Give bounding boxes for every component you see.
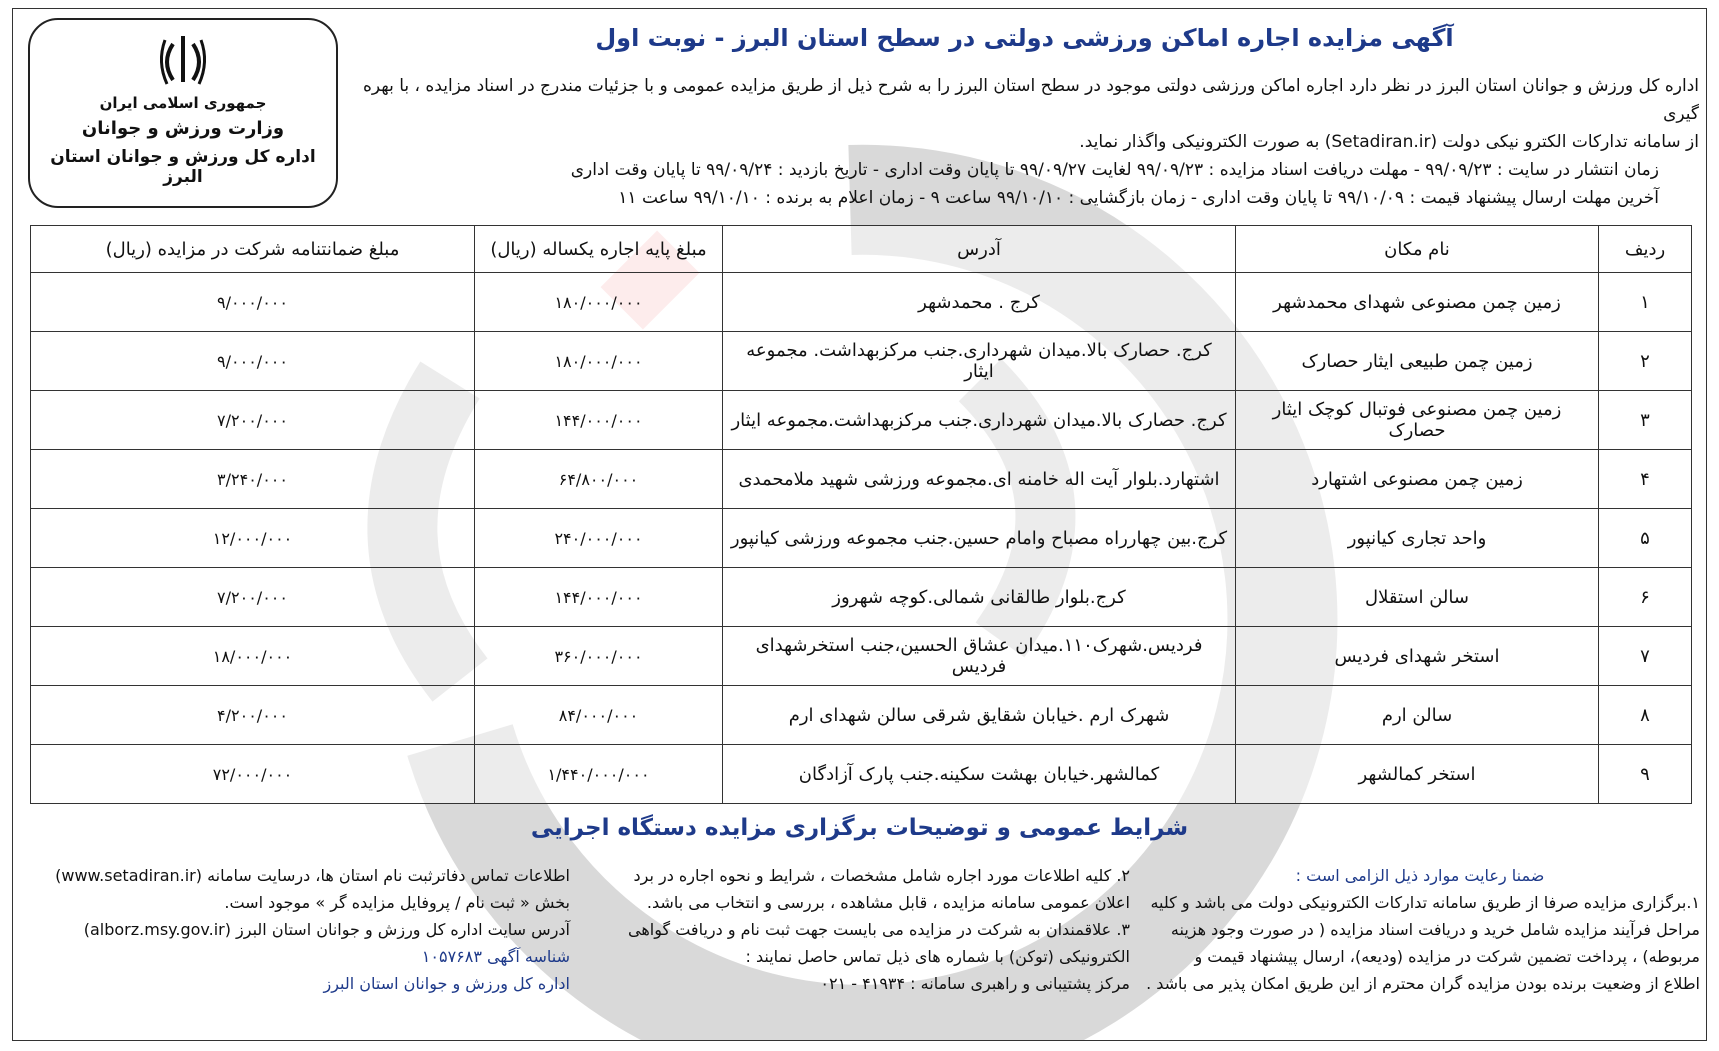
table-row [31, 509, 1692, 568]
address: کرج . محمدشهر [723, 273, 1236, 332]
conditions-column-3 [22, 862, 570, 997]
guarantee: ۹/۰۰۰/۰۰۰ [31, 332, 475, 391]
table-row [31, 273, 1692, 332]
header-guarantee: مبلغ ضمانتنامه شرکت در مزایده (ریال) [31, 226, 475, 273]
condition-line: ۳. علاقمندان به شرکت در مزایده می بایست جهت ثبت نام و دریافت گواهی [628, 920, 1130, 939]
address: کرج.بلوار طالقانی شمالی.کوچه شهروز [723, 568, 1236, 627]
guarantee: ۴/۲۰۰/۰۰۰ [31, 686, 475, 745]
conditions-column-2 [580, 862, 1130, 997]
row-number: ۴ [1599, 450, 1692, 509]
header-address: آدرس [723, 226, 1236, 273]
issuer-signature: اداره کل ورزش و جوانان استان البرز [323, 974, 570, 993]
row-number: ۶ [1599, 568, 1692, 627]
guarantee: ۱۲/۰۰۰/۰۰۰ [31, 509, 475, 568]
row-number: ۸ [1599, 686, 1692, 745]
base-rent: ۱۴۴/۰۰۰/۰۰۰ [475, 568, 723, 627]
condition-line: الکترونیکی (توکن) با شماره های ذیل تماس حاصل نمایند : [745, 947, 1130, 966]
table-row [31, 332, 1692, 391]
conditions-title: شرایط عمومی و توضیحات برگزاری مزایده دستگاه اجرایی [530, 815, 1189, 841]
address: کرج.بین چهارراه مصباح وامام حسین.جنب مجموعه ورزشی کیانپور [723, 509, 1236, 568]
logo-ministry-text: وزارت ورزش و جوانان [81, 118, 285, 139]
guarantee: ۱۸/۰۰۰/۰۰۰ [31, 627, 475, 686]
address: کرج. حصارک بالا.میدان شهرداری.جنب مرکزبهداشت. مجموعه ایثار [723, 332, 1236, 391]
ministry-logo-box [28, 18, 338, 208]
guarantee: ۷/۲۰۰/۰۰۰ [31, 568, 475, 627]
page-title: آگهی مزایده اجاره اماکن ورزشی دولتی در سطح استان البرز - نوبت اول [595, 24, 1454, 52]
logo-republic-text: جمهوری اسلامی ایران [99, 94, 267, 112]
header-base-rent: مبلغ پایه اجاره یکساله (ریال) [475, 226, 723, 273]
intro-text [350, 72, 1699, 212]
guarantee: ۷۲/۰۰۰/۰۰۰ [31, 745, 475, 804]
website-line: آدرس سایت اداره کل ورزش و جوانان استان البرز (alborz.msy.gov.ir) [83, 920, 570, 939]
contact-line: اطلاعات تماس دفاترثبت نام استان ها، درسایت سامانه (www.setadiran.ir) [55, 866, 570, 885]
place-name: استخر شهدای فردیس [1236, 627, 1599, 686]
place-name: سالن استقلال [1236, 568, 1599, 627]
base-rent: ۳۶۰/۰۰۰/۰۰۰ [475, 627, 723, 686]
iran-emblem-icon [155, 32, 211, 88]
place-name: زمین چمن مصنوعی شهدای محمدشهر [1236, 273, 1599, 332]
table-row [31, 568, 1692, 627]
place-name: زمین چمن طبیعی ایثار حصارک [1236, 332, 1599, 391]
address: کرج. حصارک بالا.میدان شهرداری.جنب مرکزبهداشت.مجموعه ایثار [723, 391, 1236, 450]
base-rent: ۶۴/۸۰۰/۰۰۰ [475, 450, 723, 509]
table-row [31, 627, 1692, 686]
guarantee: ۷/۲۰۰/۰۰۰ [31, 391, 475, 450]
place-name: استخر کمالشهر [1236, 745, 1599, 804]
conditions-heading: ضمنا رعایت موارد ذیل الزامی است : [1295, 866, 1545, 885]
row-number: ۹ [1599, 745, 1692, 804]
row-number: ۱ [1599, 273, 1692, 332]
condition-line: مراحل فرآیند مزایده شامل خرید و دریافت اسناد مزایده ( در صورت وجود هزینه [1170, 920, 1700, 939]
guarantee: ۹/۰۰۰/۰۰۰ [31, 273, 475, 332]
address: اشتهارد.بلوار آیت اله خامنه ای.مجموعه ورزشی شهید ملامحمدی [723, 450, 1236, 509]
condition-line: مربوطه) ، پرداخت تضمین شرکت در مزایده (ودیعه)، ارسال پیشنهاد قیمت و [1194, 947, 1700, 966]
base-rent: ۸۴/۰۰۰/۰۰۰ [475, 686, 723, 745]
row-number: ۷ [1599, 627, 1692, 686]
auction-table [30, 225, 1692, 804]
header-place-name: نام مکان [1236, 226, 1599, 273]
condition-line: اطلاع از وضعیت برنده بودن مزایده گران محترم از این طریق امکان پذیر می باشد . [1146, 974, 1700, 993]
guarantee: ۳/۲۴۰/۰۰۰ [31, 450, 475, 509]
conditions-column-1 [1140, 862, 1700, 997]
table-row [31, 745, 1692, 804]
address: فردیس.شهرک۱۱۰.میدان عشاق الحسین،جنب استخرشهدای فردیس [723, 627, 1236, 686]
intro-line: آخرین مهلت ارسال پیشنهاد قیمت : ۹۹/۱۰/۰۹ تا پایان وقت اداری - زمان بازگشایی : ۹۹/۱۰/۱۰ ساعت ۹ - زمان اعلام به برنده : ۹۹/۱۰/۱۰ ساعت ۱۱ [618, 188, 1659, 208]
place-name: زمین چمن مصنوعی فوتبال کوچک ایثار حصارک [1236, 391, 1599, 450]
contact-line: بخش « ثبت نام / پروفایل مزایده گر » موجود است. [224, 893, 570, 912]
ad-id: شناسه آگهی ۱۰۵۷۶۸۳ [421, 947, 570, 966]
place-name: زمین چمن مصنوعی اشتهارد [1236, 450, 1599, 509]
row-number: ۳ [1599, 391, 1692, 450]
place-name: واحد تجاری کیانپور [1236, 509, 1599, 568]
condition-line: ۱.برگزاری مزایده صرفا از طریق سامانه تدارکات الکترونیکی دولت می باشد و کلیه [1150, 893, 1700, 912]
intro-line: اداره کل ورزش و جوانان استان البرز در نظر دارد اجاره اماکن ورزشی دولتی موجود در سطح استان البرز را به شرح ذیل از طریق مزایده عمومی و با جزئیات مندرج در اسناد مزایده ، با بهره گیری [362, 76, 1699, 124]
base-rent: ۱۸۰/۰۰۰/۰۰۰ [475, 332, 723, 391]
base-rent: ۱۸۰/۰۰۰/۰۰۰ [475, 273, 723, 332]
row-number: ۵ [1599, 509, 1692, 568]
base-rent: ۲۴۰/۰۰۰/۰۰۰ [475, 509, 723, 568]
logo-office-text: اداره کل ورزش و جوانان استان البرز [50, 147, 316, 187]
condition-line: اعلان عمومی سامانه مزایده ، قابل مشاهده ، بررسی و انتخاب می باشد. [646, 893, 1130, 912]
intro-line: از سامانه تدارکات الکترو نیکی دولت (Setadiran.ir) به صورت الکترونیکی واگذار نماید. [1079, 132, 1699, 152]
table-row [31, 450, 1692, 509]
condition-line: ۲. کلیه اطلاعات مورد اجاره شامل مشخصات ، شرایط و نحوه اجاره در برد [633, 866, 1130, 885]
base-rent: ۱۴۴/۰۰۰/۰۰۰ [475, 391, 723, 450]
address: کمالشهر.خیابان بهشت سکینه.جنب پارک آزادگان [723, 745, 1236, 804]
table-row [31, 686, 1692, 745]
intro-line: زمان انتشار در سایت : ۹۹/۰۹/۲۳ - مهلت دریافت اسناد مزایده : ۹۹/۰۹/۲۳ لغایت ۹۹/۰۹/۲۷ تا پایان وقت اداری - تاریخ بازدید : ۹۹/۰۹/۲۴ تا پایان وقت اداری [570, 160, 1659, 180]
header-row-number: ردیف [1599, 226, 1692, 273]
place-name: سالن ارم [1236, 686, 1599, 745]
base-rent: ۱/۴۴۰/۰۰۰/۰۰۰ [475, 745, 723, 804]
table-row [31, 391, 1692, 450]
address: شهرک ارم .خیابان شقایق شرقی سالن شهدای ارم [723, 686, 1236, 745]
table-header-row [31, 226, 1692, 273]
row-number: ۲ [1599, 332, 1692, 391]
support-phone: مرکز پشتیبانی و راهبری سامانه : ۴۱۹۳۴ - ۰۲۱ [820, 974, 1130, 993]
